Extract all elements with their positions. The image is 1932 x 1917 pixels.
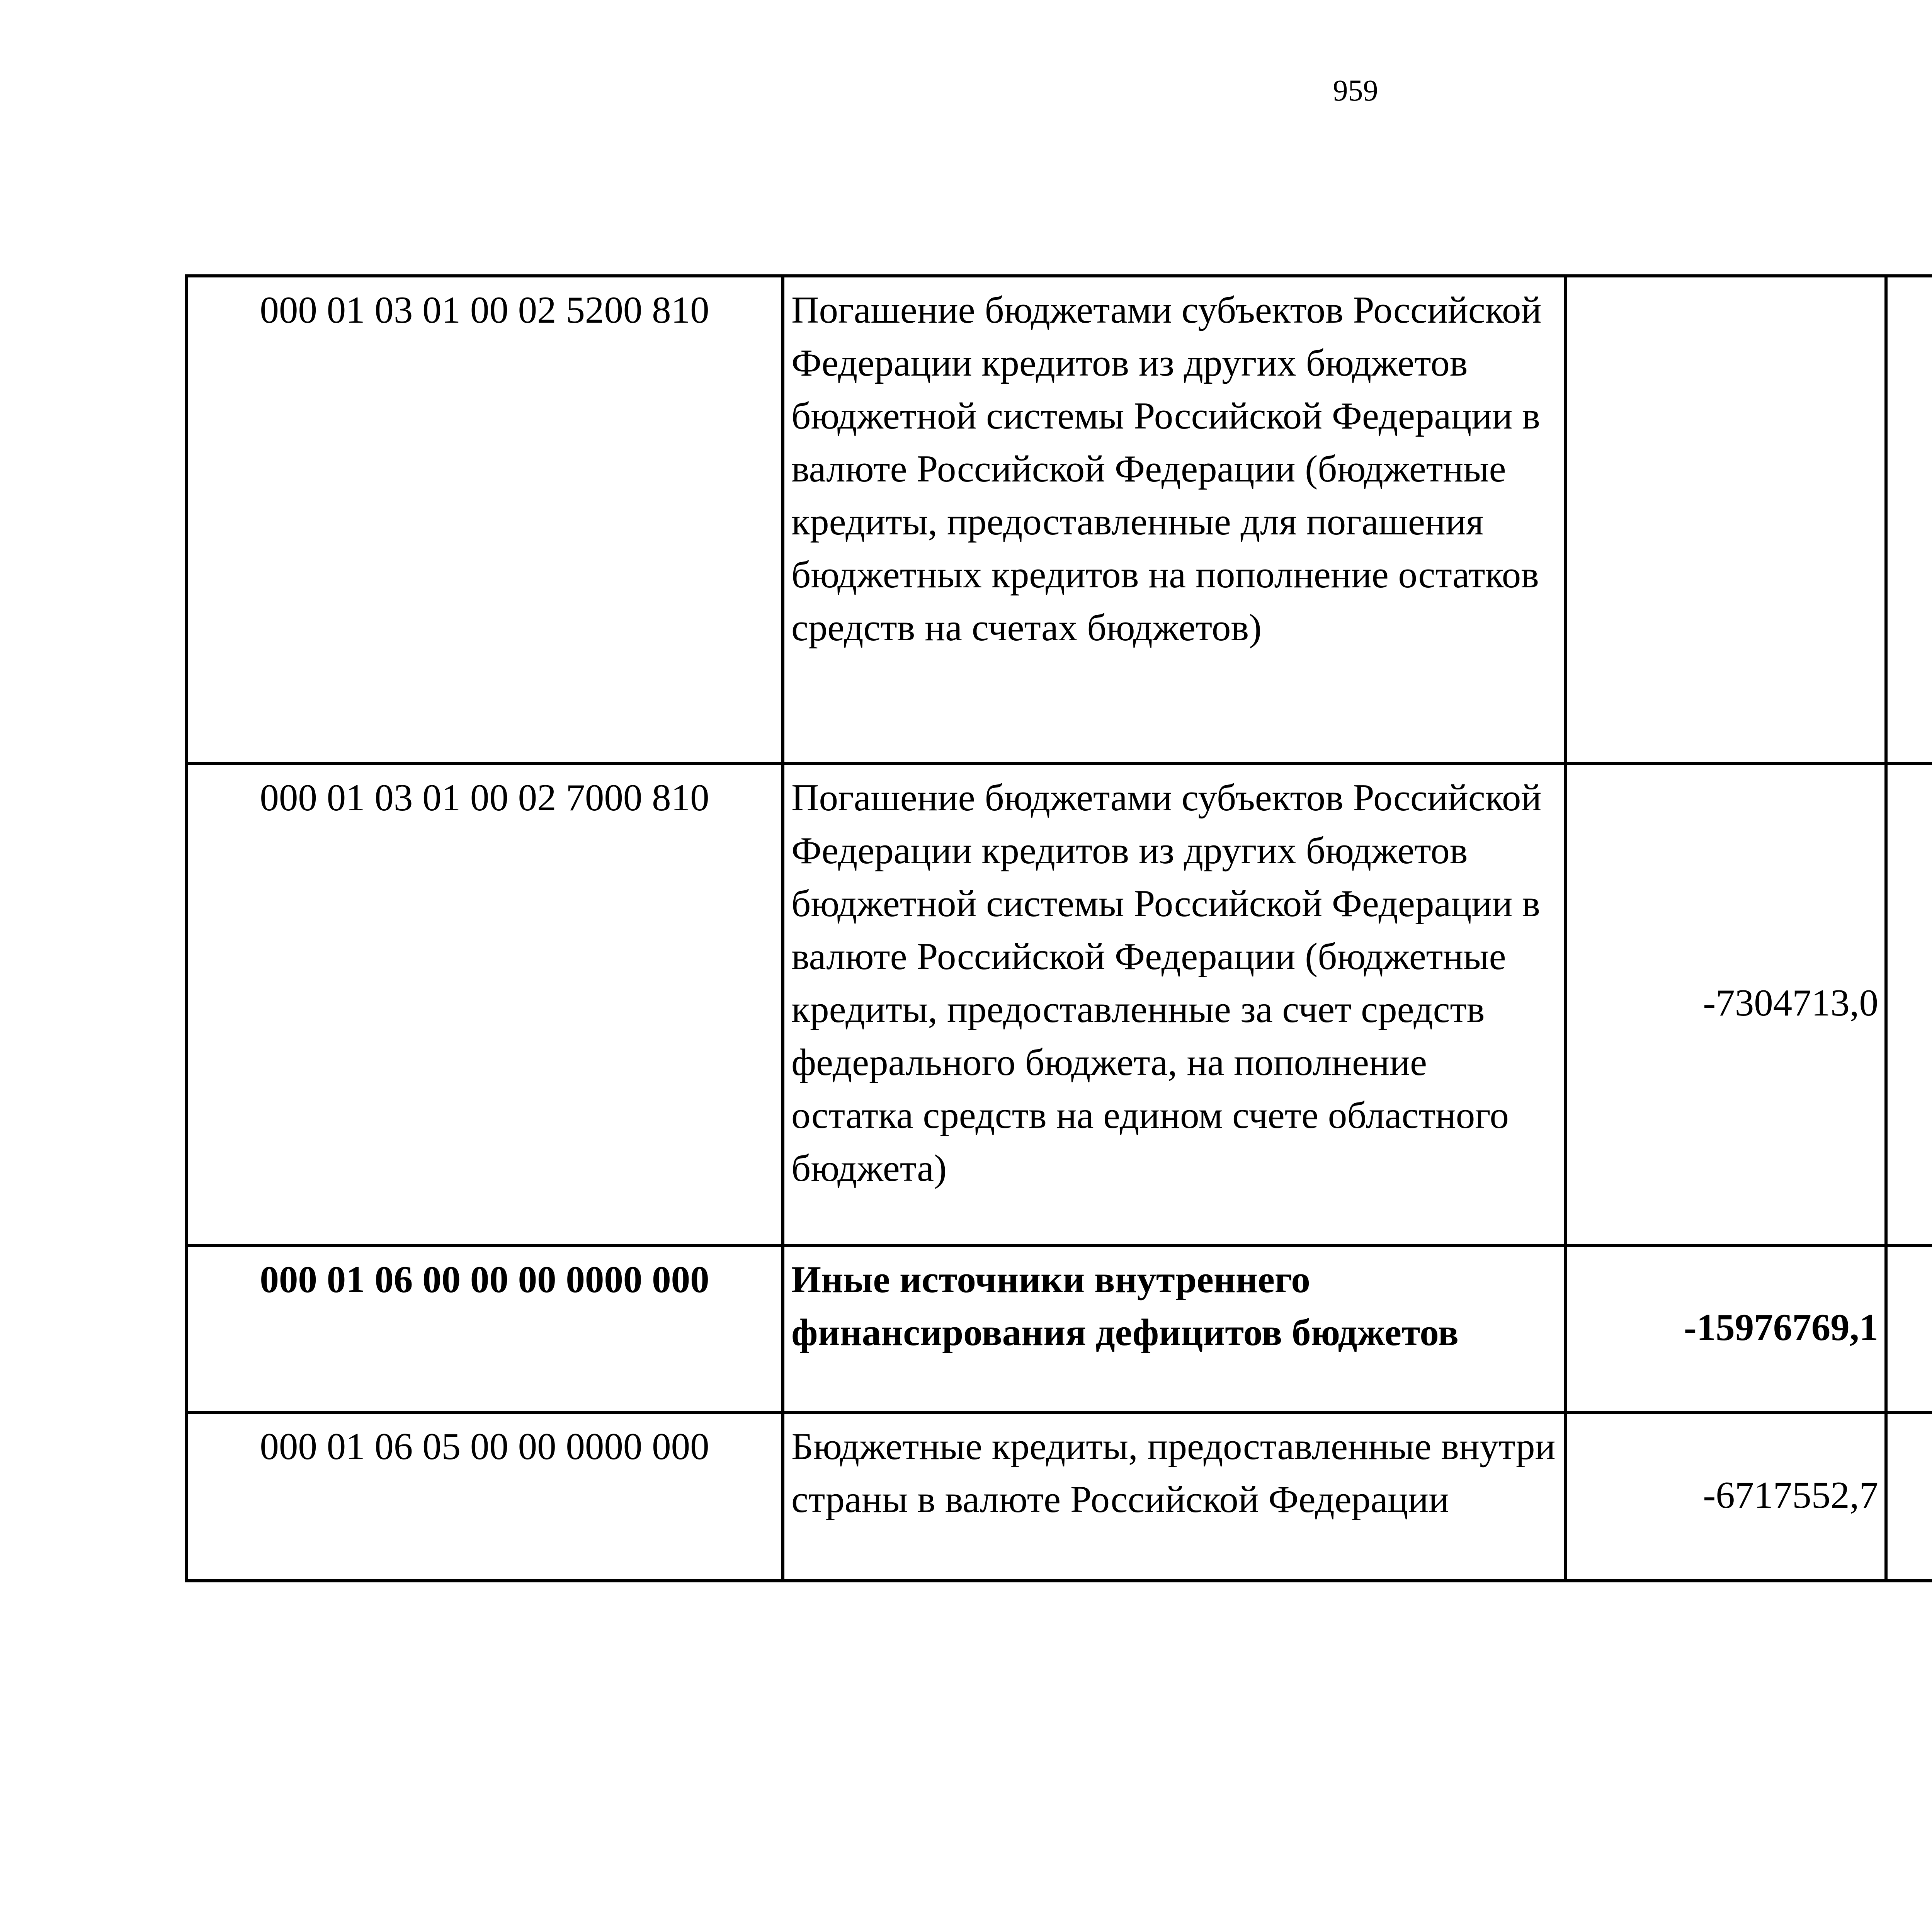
budget-code-cell: 000 01 06 05 00 00 0000 000 [186, 1412, 783, 1581]
budget-sources-table [185, 274, 1932, 1582]
value-cell-1 [1565, 276, 1886, 764]
value-cell-1: -6717552,7 [1565, 1412, 1886, 1581]
page-number: 959 [1333, 73, 1378, 107]
table-row [186, 764, 1932, 1245]
source-name-cell: Погашение бюджетами субъектов Российской Федерации кредитов из других бюджетов бюджетной системы Российской Федерации в валюте Российской Федерации (бюджетные кредиты, предоставленные за счет средств федерального бюджета, на пополнение остатка средств на едином счете областного бюджета) [783, 764, 1565, 1245]
budget-code-cell: 000 01 03 01 00 02 5200 810 [186, 276, 783, 764]
budget-code-cell: 000 01 03 01 00 02 7000 810 [186, 764, 783, 1245]
value-cell-2 [1886, 276, 1932, 764]
budget-code-cell: 000 01 06 00 00 00 0000 000 [186, 1245, 783, 1412]
value-cell-2 [1886, 764, 1932, 1245]
table-row [186, 1412, 1932, 1581]
value-cell-1: -7304713,0 [1565, 764, 1886, 1245]
value-cell-2 [1886, 1412, 1932, 1581]
value-cell-2 [1886, 1245, 1932, 1412]
table-row [186, 276, 1932, 764]
source-name-cell: Бюджетные кредиты, предоставленные внутри страны в валюте Российской Федерации [783, 1412, 1565, 1581]
table-row-total [186, 1245, 1932, 1412]
value-cell-1: -15976769,1 [1565, 1245, 1886, 1412]
source-name-cell: Погашение бюджетами субъектов Российской Федерации кредитов из других бюджетов бюджетной системы Российской Федерации в валюте Российской Федерации (бюджетные кредиты, предоставленные для погашения бюджетных кредитов на пополнение остатков средств на счетах бюджетов) [783, 276, 1565, 764]
source-name-cell: Иные источники внутреннего финансирования дефицитов бюджетов [783, 1245, 1565, 1412]
